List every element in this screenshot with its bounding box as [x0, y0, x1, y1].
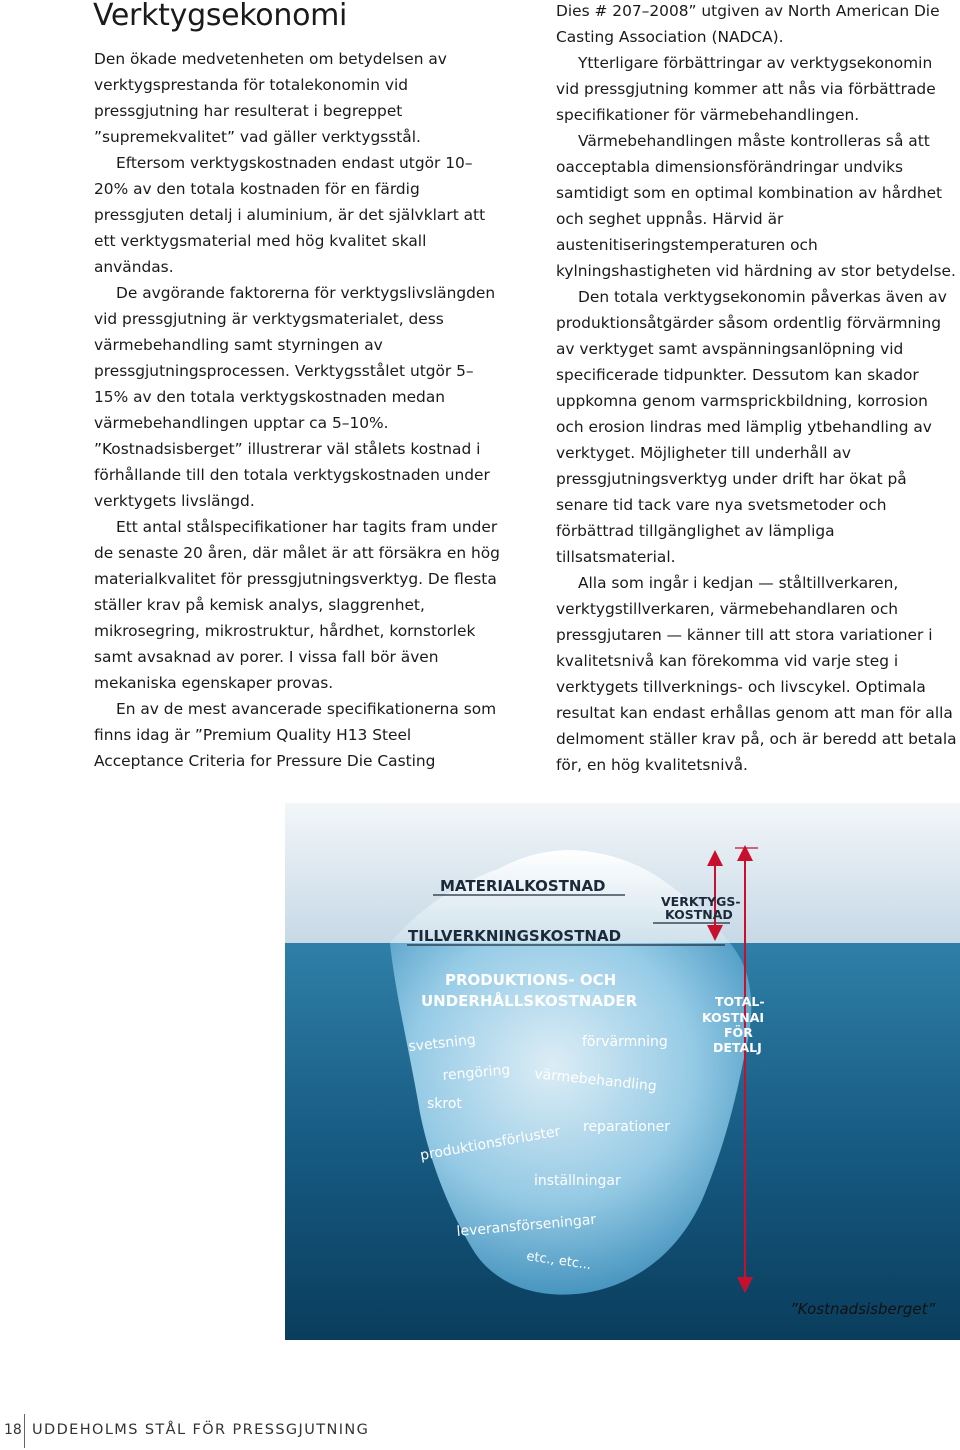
- cost-item-etc: etc., etc...: [525, 1249, 593, 1274]
- production-cost-label: UNDERHÅLLSKOSTNADER: [421, 992, 638, 1010]
- paragraph: Värmebehandlingen måste kontrolleras så att oacceptabla dimensionsförändringar undviks samtidigt som en optimal kombination av hårdhet och seghet uppnås. Härvid är austenitiseringstemperaturen och kylningshastigheten vid härdning av stor betydelse.: [556, 132, 956, 280]
- footer-divider: [24, 1414, 25, 1448]
- footer-title: UDDEHOLMS STÅL FÖR PRESSGJUTNING: [32, 1422, 370, 1438]
- total-cost-label: TOTAL-: [715, 994, 765, 1009]
- cost-item-svetsning: svetsning: [407, 1032, 477, 1055]
- paragraph: Eftersom verktygskostnaden endast utgör 10–20% av den totala kostnaden för en färdig pressgjuten detalj i aluminium, är det självklart att ett verktygsmaterial med hög kvalitet skall användas.: [94, 154, 486, 276]
- page-title: Verktygsekonomi: [93, 0, 348, 33]
- page-number: 18: [4, 1422, 22, 1438]
- material-cost-label: MATERIALKOSTNAD: [440, 877, 606, 895]
- manufacturing-cost-label: TILLVERKNINGSKOSTNAD: [408, 927, 622, 945]
- paragraph: Den ökade medvetenheten om betydelsen av verktygsprestanda för totalekonomin vid pressgjutning har resulterat i begreppet ”supremekvalitet” vad gäller verktygsstål.: [94, 50, 447, 146]
- total-cost-label: DETALJ: [713, 1040, 762, 1055]
- paragraph: En av de mest avancerade specifikationerna som finns idag är ”Premium Quality H13 Steel Acceptance Criteria for Pressure Die Casting: [94, 700, 497, 770]
- paragraph: Dies # 207–2008” utgiven av North American Die Casting Association (NADCA).: [556, 2, 940, 46]
- page-footer: [0, 1412, 600, 1450]
- cost-item-skrot: skrot: [427, 1096, 462, 1112]
- total-cost-label: FÖR: [724, 1025, 753, 1040]
- paragraph: Ytterligare förbättringar av verktygsekonomin vid pressgjutning kommer att nås via förbättrade specifikationer för värmebehandlingen.: [556, 54, 936, 124]
- paragraph: Alla som ingår i kedjan — ståltillverkaren, verktygstillverkaren, värmebehandlaren och pressgjutaren — känner till att stora variationer i kvalitetsnivå kan förekomma vid varje steg i verktygets tillverknings- och livscykel. Optimala resultat kan endast erhållas genom att man för alla delmoment ställer krav på, och är beredd att betala för, en hög kvalitetsnivå.: [556, 574, 957, 774]
- tool-cost-label: KOSTNAD: [665, 907, 733, 922]
- tool-cost-label: VERKTYGS-: [661, 894, 741, 909]
- right-column: [556, 0, 958, 778]
- cost-item-varmebehandling: värmebehandling: [533, 1066, 658, 1095]
- paragraph: Ett antal stålspecifikationer har tagits fram under de senaste 20 åren, där målet är att försäkra en hög materialkvalitet för pressgjutningsverktyg. De flesta ställer krav på kemisk analys, slaggrenhet, mikrosegring, mikrostruktur, hårdhet, kornstorlek samt avsaknad av porer. I vissa fall bör även mekaniska egenskaper provas.: [94, 518, 500, 692]
- paragraph: De avgörande faktorerna för verktygslivslängden vid pressgjutning är verktygsmaterialet, dess värmebehandling samt styrningen av pressgjutningsprocessen. Verktygsstålet utgör 5–15% av den totala verktygskostnaden medan värmebehandlingen upptar ca 5–10%. ”Kostnadsisberget” illustrerar väl stålets kostnad i förhållande till den totala verktygskostnaden under verktygets livslängd.: [94, 284, 496, 510]
- paragraph: Den totala verktygsekonomin påverkas även av produktionsåtgärder såsom ordentlig förvärmning av verktyget samt avspänningsanlöpning vid specificerade tidpunkter. Dessutom kan skador uppkomna genom varmsprickbildning, korrosion och erosion lindras med lämplig ytbehandling av verktyget. Möjligheter till underhåll av pressgjutningsverktyg under drift har ökat på senare tid tack vare nya svetsmetoder och förbättrad tillgänglighet av lämpliga tillsatsmaterial.: [556, 288, 947, 566]
- iceberg-caption: ”Kostnadsisberget”: [790, 1300, 936, 1318]
- cost-item-produktionsforluster: produktionsförluster: [418, 1123, 562, 1164]
- iceberg-illustration: [285, 803, 960, 1340]
- cost-item-forvarmning: förvärmning: [582, 1034, 668, 1050]
- left-column: [94, 46, 502, 774]
- production-cost-label: PRODUKTIONS- OCH: [445, 971, 617, 989]
- cost-item-rengoring: rengöring: [441, 1062, 511, 1084]
- cost-item-reparationer: reparationer: [583, 1119, 671, 1135]
- total-cost-label: KOSTNAI: [702, 1010, 765, 1025]
- cost-item-installningar: inställningar: [534, 1173, 621, 1189]
- iceberg-figure: [285, 803, 960, 1340]
- cost-item-leveransforseningar: leveransförseningar: [455, 1211, 597, 1240]
